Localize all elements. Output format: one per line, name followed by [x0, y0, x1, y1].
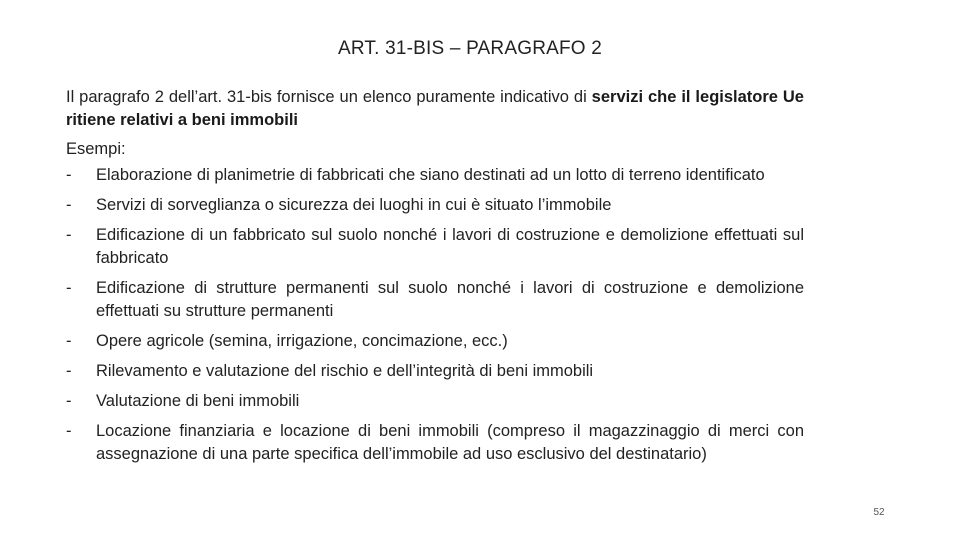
list-item: [66, 420, 804, 466]
intro-text: Il paragrafo 2 dell’art. 31-bis fornisce un elenco puramente indicativo di: [66, 88, 592, 106]
list-item-text: Edificazione di strutture permanenti sul suolo nonché i lavori di costruzione e demolizione effettuati su strutture permanenti: [96, 279, 804, 320]
list-item: [66, 277, 804, 323]
examples-label: Esempi:: [66, 140, 126, 158]
page-number: 52: [873, 507, 885, 518]
bullet-dash: -: [66, 226, 72, 244]
intro-emphasis: servizi che il legislatore Ue ritiene relativi a beni immobili: [66, 88, 804, 129]
list-item: [66, 390, 804, 413]
bullet-dash: -: [66, 166, 72, 184]
slide-title: ART. 31-BIS – PARAGRAFO 2: [337, 38, 603, 59]
list-item: [66, 330, 804, 353]
list-item-text: Servizi di sorveglianza o sicurezza dei luoghi in cui è situato l’immobile: [96, 196, 612, 214]
list-item: [66, 224, 804, 270]
bullet-dash: -: [66, 196, 72, 214]
list-item-text: Opere agricole (semina, irrigazione, concimazione, ecc.): [96, 332, 508, 350]
intro-paragraph: [66, 86, 804, 132]
list-item: [66, 194, 804, 217]
list-item-text: Locazione finanziaria e locazione di beni immobili (compreso il magazzinaggio di merci con assegnazione di una parte specifica dell’immobile ad uso esclusivo del destinatario): [96, 422, 804, 463]
bullet-dash: -: [66, 392, 72, 410]
bullet-dash: -: [66, 422, 72, 440]
list-item: [66, 360, 804, 383]
list-item-text: Edificazione di un fabbricato sul suolo nonché i lavori di costruzione e demolizione effettuati sul fabbricato: [96, 226, 804, 267]
slide-content: [66, 86, 804, 473]
bullet-dash: -: [66, 332, 72, 350]
list-item-text: Elaborazione di planimetrie di fabbricati che siano destinati ad un lotto di terreno identificato: [96, 166, 765, 184]
bullet-dash: -: [66, 279, 72, 297]
examples-list: [66, 164, 804, 466]
list-item: [66, 164, 804, 187]
list-item-text: Valutazione di beni immobili: [96, 392, 300, 410]
bullet-dash: -: [66, 362, 72, 380]
list-item-text: Rilevamento e valutazione del rischio e dell’integrità di beni immobili: [96, 362, 594, 380]
